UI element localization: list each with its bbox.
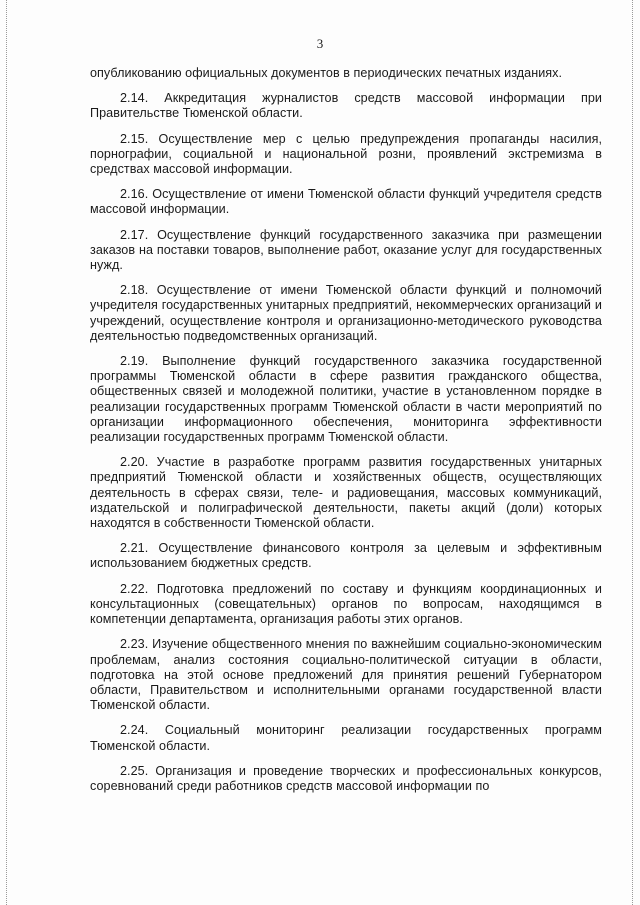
paragraph-2-21: 2.21. Осуществление финансового контроля за целевым и эффективным использованием бюджетных средств. <box>90 541 602 571</box>
paragraph-2-20: 2.20. Участие в разработке программ развития государственных унитарных предприятий Тюменской области и хозяйственных обществ, осуществляющих деятельность в сферах связи, теле- и радиовещания, массовых коммуникаций, издательской и полиграфической деятельности, пакеты акций (доли) которых находятся в собственности Тюменской области. <box>90 455 602 531</box>
paragraph-2-18: 2.18. Осуществление от имени Тюменской области функций и полномочий учредителя государственных унитарных предприятий, некоммерческих организаций и учреждений, осуществление контроля и организационно-методического руководства деятельностью подведомственных организаций. <box>90 283 602 343</box>
paragraph-2-16: 2.16. Осуществление от имени Тюменской области функций учредителя средств массовой информации. <box>90 187 602 217</box>
paragraph-2-15: 2.15. Осуществление мер с целью предупреждения пропаганды насилия, порнографии, социальной и национальной розни, проявлений экстремизма в средствах массовой информации. <box>90 131 602 177</box>
scan-edge-left <box>6 0 8 905</box>
paragraph-2-17: 2.17. Осуществление функций государственного заказчика при размещении заказов на поставки товаров, выполнение работ, оказание услуг для государственных нужд. <box>90 227 602 273</box>
paragraph-2-25: 2.25. Организация и проведение творческих и профессиональных конкурсов, соревнований среди работников средств массовой информации по <box>90 763 602 793</box>
page-number: 3 <box>316 36 324 51</box>
paragraph-2-23: 2.23. Изучение общественного мнения по важнейшим социально-экономическим проблемам, анализ состояния социально-политической ситуации в области, подготовка на этой основе предложений для принятия решений Губернатором области, Правительством и исполнительными органами государственной власти Тюменской области. <box>90 637 602 713</box>
paragraph-2-22: 2.22. Подготовка предложений по составу и функциям координационных и консультационных (совещательных) органов по вопросам, находящимся в компетенции департамента, организация работы этих органов. <box>90 581 602 627</box>
paragraph-2-19: 2.19. Выполнение функций государственного заказчика государственной программы Тюменской области в сфере развития гражданского общества, общественных связей и молодежной политики, участие в установленном порядке в реализации государственных программ Тюменской области в части мероприятий по организации информационного обеспечения, мониторинга эффективности реализации государственных программ Тюменской области. <box>90 354 602 445</box>
paragraph-2-24: 2.24. Социальный мониторинг реализации государственных программ Тюменской области. <box>90 723 602 753</box>
paragraph-continuation: опубликованию официальных документов в периодических печатных изданиях. <box>90 66 563 80</box>
document-body <box>90 66 602 804</box>
scan-edge-right <box>632 0 634 905</box>
paragraph-2-14: 2.14. Аккредитация журналистов средств массовой информации при Правительстве Тюменской области. <box>90 91 602 121</box>
